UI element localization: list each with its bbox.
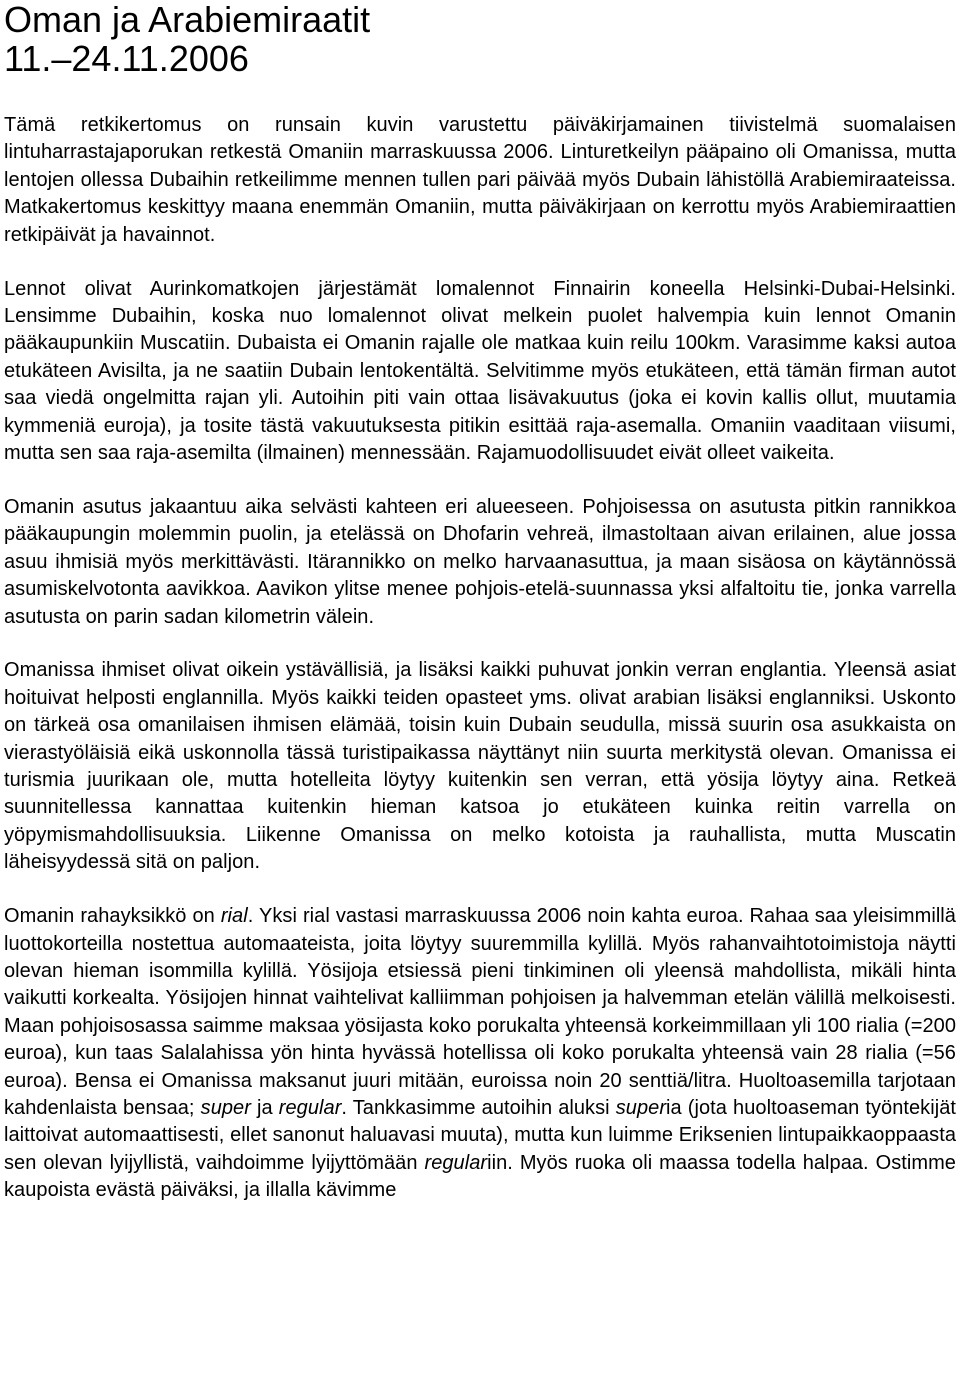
money-text-1: Omanin rahayksikkö on [4, 905, 221, 928]
money-italic-regular: regular [278, 1097, 342, 1119]
money-text-2: . Yksi rial vastasi marraskuussa 2006 noin kahta euroa. Rahaa saa yleisimmillä luottokorteilla nostettua automaateista, joita löytyy suuremmilla kylillä. Myös rahanvaihtotoimistoja näytti olevan hieman isommilla kylillä. Yösijoja etsiessä pieni tinkiminen oli yleensä mahdollista, mikäli hinta vaikutti korkealta. Yösijojen hinnat vaihtelivat kalliimman pohjoisen ja halvemman etelän välillä melkoisesti. Maan pohjoisosassa saimme maksaa yösijasta koko porukalta yhteensä korkeimmillaan yli 100 rialia (=200 euroa), kun taas Salalahissa yön hinta hyvässä hotellissa oli koko porukalta yhteensä vain 28 rialia (=56 euroa). Bensa ei Omanissa maksanut juuri mitään, euroissa noin 20 senttiä/litra. Huoltoasemilla tarjotaan kahdenlaista bensaa; [4, 905, 956, 1119]
money-text-3: ja [250, 1097, 279, 1119]
paragraph-intro: Tämä retkikertomus on runsain kuvin varustettu päiväkirjamainen tiivistelmä suomalaisen lintuharrastajaporukan retkestä Omaniin marraskuussa 2006. Linturetkeilyn pääpaino oli Omanissa, mutta lentojen ollessa Dubaihin retkeilimme mennen tullen pari päivää myös Dubain lähistöllä Arabiemiraateissa. Matkakertomus keskittyy maana enemmän Omaniin, mutta päiväkirjaan on kerrottu myös Arabiemiraattien retkipäivät ja havainnot. [4, 114, 956, 246]
money-text-4: . Tankkasimme autoihin aluksi [341, 1097, 616, 1119]
document-page [4, 0, 956, 1205]
money-italic-rial: rial [220, 905, 248, 928]
title-line-2-dates: 11.–24.11.2006 [4, 38, 249, 79]
paragraph-money [4, 903, 956, 1204]
money-italic-super: super [200, 1097, 251, 1119]
title-line-1: Oman ja Arabiemiraatit [4, 0, 371, 40]
money-text-6: iin. Myös ruoka oli maassa todella halpaa. Ostimme kaupoista evästä päiväksi, ja illalla kävimme [4, 1151, 956, 1202]
document-title [4, 0, 956, 78]
money-text-5: ia (jota huoltoaseman työntekijät laittoivat automaattisesti, ellet sanonut haluavasi muuta), mutta kun luimme Eriksenien lintupaikkaoppaasta sen olevan lyijyllistä, vaihdoimme lyijyttömään [4, 1097, 956, 1174]
money-italic-regular-2: regular [424, 1151, 488, 1174]
paragraph-settlement: Omanin asutus jakaantuu aika selvästi kahteen eri alueeseen. Pohjoisessa on asutusta pitkin rannikkoa pääkaupungin molemmin puolin, ja etelässä on Dhofarin vehreä, ilmastoltaan aivan erilainen, alue jossa asuu ihmisiä myös merkittävästi. Itärannikko on melko harvaanasuttua, ja maan sisäosa on käytännössä asumiskelvotonta aavikkoa. Aavikon ylitse menee pohjois-etelä-suunnassa yksi alfaltoitu tie, jonka varrella asutusta on parin sadan kilometrin välein. [4, 495, 956, 628]
paragraph-people: Omanissa ihmiset olivat oikein ystävällisiä, ja lisäksi kaikki puhuvat jonkin verran englantia. Yleensä asiat hoituivat helposti englannilla. Myös kaikki teiden opasteet yms. olivat arabian lisäksi englanniksi. Uskonto on tärkeä osa omanilaisen ihmisen elämää, toisin kuin Dubain seudulla, missä suurin osa asukkaista on vierastyöläisiä eikä uskonnolla tässä turistipaikassa näyttänyt niin suurta merkitystä olevan. Omanissa ei turismia juurikaan ole, mutta hotelleita löytyy kuitenkin sen verran, että yösija löytyy aina. Retkeä suunnitellessa kannattaa kuitenkin hieman katsoa jo etukäteen kuinka reitin varrella on yöpymismahdollisuuksia. Liikenne Omanissa on melko kotoista ja rauhallista, mutta Muscatin läheisyydessä sitä on paljon. [4, 659, 956, 874]
money-italic-super-2: super [615, 1097, 667, 1119]
paragraph-flights: Lennot olivat Aurinkomatkojen järjestämät lomalennot Finnairin koneella Helsinki-Dubai-Helsinki. Lensimme Dubaihin, koska nuo lomalennot olivat melkein puolet halvempia kuin lennot Omanin pääkaupunkiin Muscatiin. Dubaista ei Omanin rajalle ole matkaa kuin reilu 100km. Varasimme kaksi autoa etukäteen Avisilta, ja ne saatiin Dubain lentokentältä. Selvitimme myös etukäteen, että tämän firman autot saa viedä ongelmitta rajan yli. Autoihin piti vain ottaa lisävakuutus (joka ei kovin kallis ollut, muutamia kymmeniä euroja), ja tosite tästä vakuutuksesta pitikin esittää raja-asemalla. Omaniin vaaditaan viisumi, mutta sen saa raja-asemilta (ilmainen) mennessään. Rajamuodollisuudet eivät olleet vaikeita. [4, 277, 956, 464]
